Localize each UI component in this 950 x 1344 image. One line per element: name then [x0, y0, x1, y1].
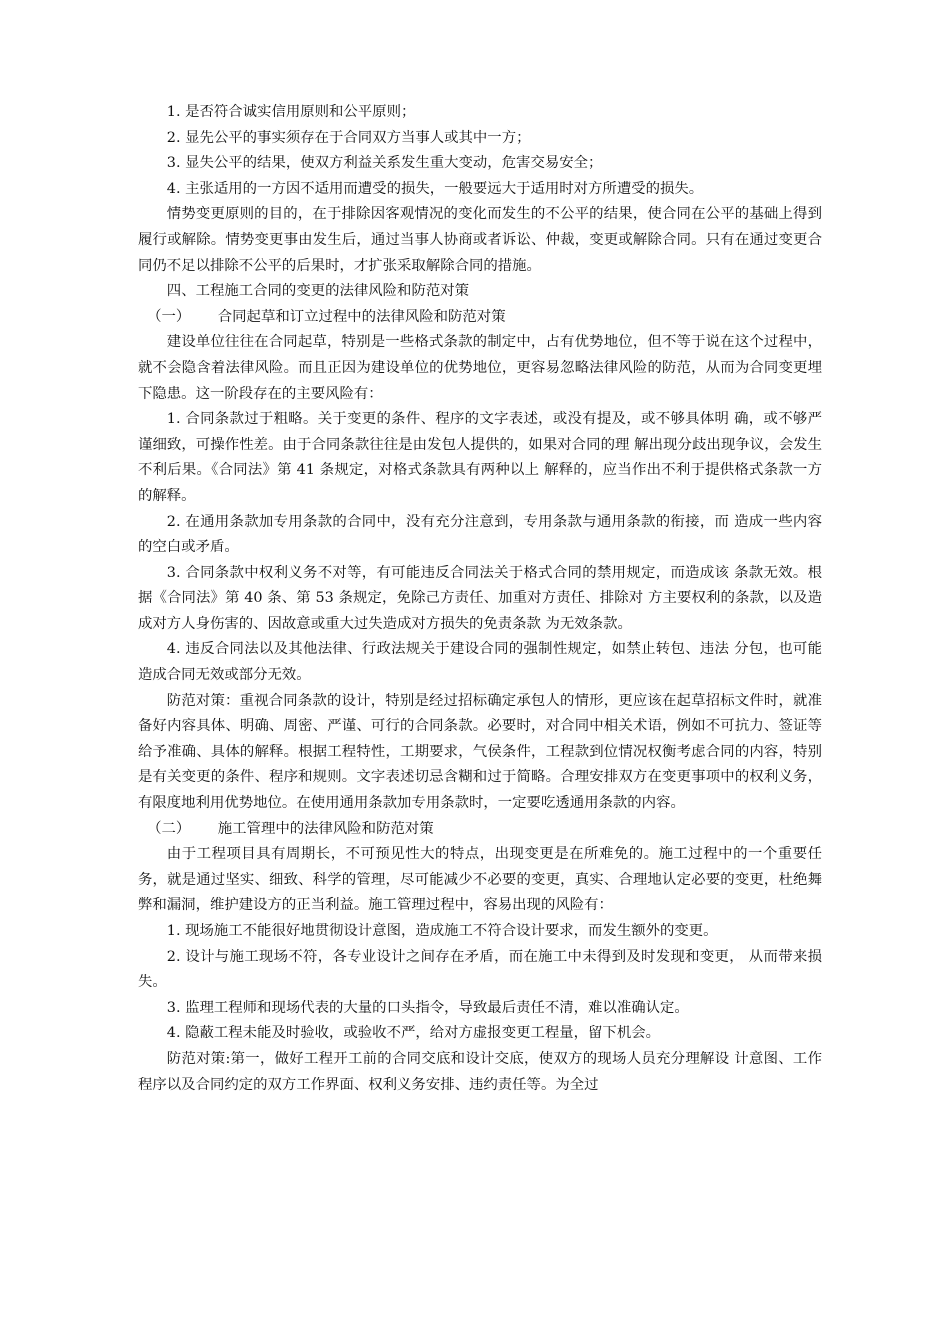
list-item: 1. 是否符合诚实信用原则和公平原则；	[166, 104, 416, 120]
section-heading: 四、工程施工合同的变更的法律风险和防范对策	[166, 283, 470, 300]
list-item: 2. 显先公平的事实须存在于合同双方当事人或其中一方；	[166, 129, 531, 146]
body-paragraph: 建设单位往往在合同起草，特别是一些格式条款的制定中，占有优势地位，但不等于说在这个过程中，就不会隐含着法律风险。而且正因为建设单位的优势地位，更容易忽略法律风险的防范，从而为合同变更埋下隐患。这一阶段存在的主要风险有：	[138, 334, 822, 402]
list-item: 1. 合同条款过于粗略。关于变更的条件、程序的文字表述，或没有提及，或不够具体明 确，或不够严谨细致，可操作性差。由于合同条款往往是由发包人提供的，如果对合同的理 解出现分歧出现争议，会发生不利后果。《合同法》第 41 条规定，对格式条款具有两种以上 解释的，应当作出不利于提供格式条款一方的解释。	[138, 411, 822, 504]
list-item: 4. 主张适用的一方因不适用而遭受的损失，一般要远大于适用时对方所遭受的损失。	[166, 180, 704, 197]
body-paragraph: 情势变更原则的目的，在于排除因客观情况的变化而发生的不公平的结果，使合同在公平的基础上得到履行或解除。情势变更事由发生后，通过当事人协商或者诉讼、仲裁，变更或解除合同。只有在通过变更合同仍不足以排除不公平的后果时，才扩张采取解除合同的措施。	[138, 206, 822, 274]
list-item: 2. 设计与施工现场不符，各专业设计之间存在矛盾，而在施工中未得到及时发现和变更， 从而带来损失。	[138, 948, 822, 991]
list-item: 2. 在通用条款加专用条款的合同中，没有充分注意到，专用条款与通用条款的衔接，而 造成一些内容的空白或矛盾。	[138, 513, 822, 556]
body-paragraph: 由于工程项目具有周期长，不可预见性大的特点，出现变更是在所难免的。施工过程中的一个重要任务，就是通过坚实、细致、科学的管理，尽可能减少不必要的变更，真实、合理地认定必要的变更，杜绝舞弊和漏洞，维护建设方的正当利益。施工管理过程中，容易出现的风险有：	[138, 846, 822, 914]
list-item: 4. 隐蔽工程未能及时验收，或验收不严，给对方虚报变更工程量，留下机会。	[166, 1025, 660, 1042]
subsection-heading: （一） 合同起草和订立过程中的法律风险和防范对策	[138, 308, 506, 325]
document-page	[138, 100, 822, 1098]
subsection-heading: （二） 施工管理中的法律风险和防范对策	[138, 820, 434, 837]
list-item: 1. 现场施工不能很好地贯彻设计意图，造成施工不符合设计要求，而发生额外的变更。	[166, 923, 718, 939]
list-item: 3. 监理工程师和现场代表的大量的口头指令，导致最后责任不清，难以准确认定。	[166, 999, 689, 1016]
body-paragraph: 防范对策：重视合同条款的设计，特别是经过招标确定承包人的情形，更应该在起草招标文件时，就准备好内容具体、明确、周密、严谨、可行的合同条款。必要时，对合同中相关术语，例如不可抗力、签证等给予准确、具体的解释。根据工程特性，工期要求，气侯条件，工程款到位情况权衡考虑合同的内容，特别是有关变更的条件、程序和规则。文字表述切忌含糊和过于简略。合理安排双方在变更事项中的权利义务，有限度地利用优势地位。在使用通用条款加专用条款时，一定要吃透通用条款的内容。	[138, 692, 822, 812]
body-paragraph: 防范对策:第一，做好工程开工前的合同交底和设计交底，使双方的现场人员充分理解设 计意图、工作程序以及合同约定的双方工作界面、权利义务安排、违约责任等。为全过	[138, 1050, 822, 1093]
list-item: 3. 合同条款中权利义务不对等，有可能违反合同法关于格式合同的禁用规定，而造成该 条款无效。根据《合同法》第 40 条、第 53 条规定，免除己方责任、加重对方责任、排除对 方主要权利的条款，以及造成对方人身伤害的、因故意或重大过失造成对方损失的免责条款 为无效条款。	[138, 564, 822, 632]
list-item: 3. 显失公平的结果，使双方利益关系发生重大变动，危害交易安全；	[166, 155, 603, 172]
list-item: 4. 违反合同法以及其他法律、行政法规关于建设合同的强制性规定，如禁止转包、违法 分包，也可能造成合同无效或部分无效。	[138, 641, 822, 684]
